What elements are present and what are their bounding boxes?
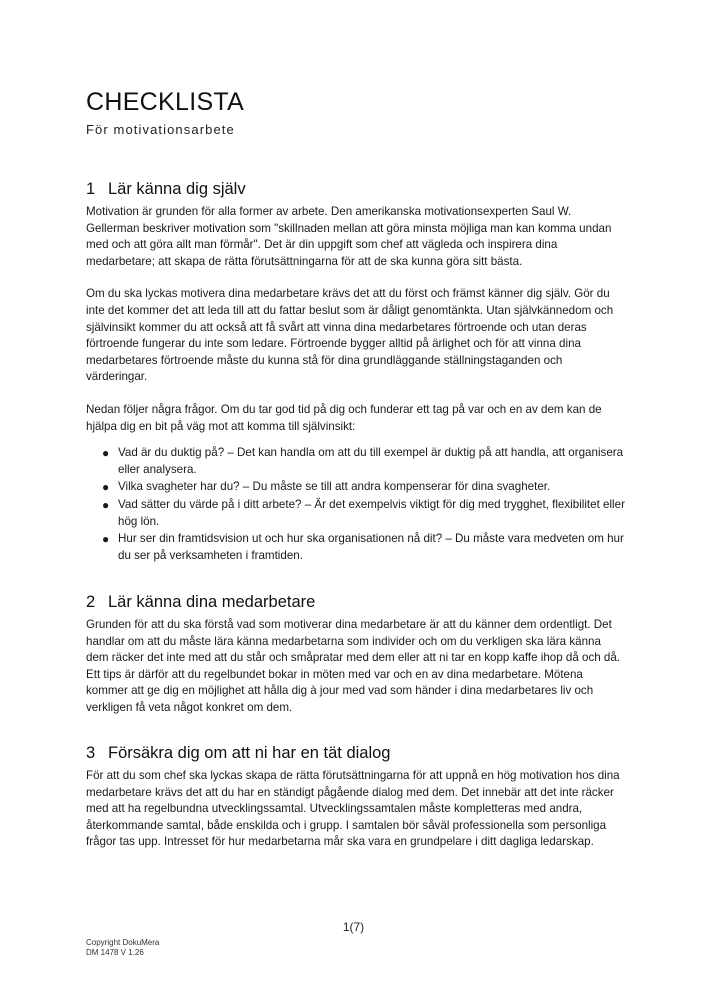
section-2 (86, 593, 626, 733)
list-item (102, 479, 626, 496)
list-item (102, 497, 626, 530)
section-number: 2 (86, 593, 96, 611)
section-number: 1 (86, 180, 96, 198)
bullet-icon: ● (102, 532, 110, 547)
section-title: Lär känna dig själv (108, 180, 246, 198)
list-item (102, 531, 626, 564)
page-title: CHECKLISTA (86, 88, 245, 116)
bullet-icon: ● (102, 446, 110, 461)
section-number: 3 (86, 744, 96, 762)
page-subtitle: För motivationsarbete (86, 122, 235, 137)
section-heading (86, 744, 626, 763)
section-3 (86, 744, 626, 867)
paragraph: Nedan följer några frågor. Om du tar god tid på dig och funderar ett tag på var och en av dem kan de hjälpa dig en bit på väg mot att komma till självinsikt: (86, 402, 602, 433)
bullet-list (86, 445, 626, 564)
bullet-icon: ● (102, 497, 110, 512)
section-title: Försäkra dig om att ni har en tät dialog (108, 744, 391, 762)
paragraph: Om du ska lyckas motivera dina medarbetare krävs det att du först och främst känner dig själv. Gör du inte det kommer det att leda till att du fattar beslut som är dåligt genomtänkta. Utan självkännedom och självinsikt kommer du att också att få svårt att vinna dina medarbetares förtroende och utan deras förtroende fungerar du inte som ledare. Förtroende bygger alltid på ärlighet och för att vinna dina medarbetares förtroende måste du kunna stå för dina grundläggande ställningstaganden och värderingar. (86, 287, 614, 384)
section-1 (86, 180, 626, 565)
bullet-icon: ● (102, 480, 110, 495)
list-item-text: Vad sätter du värde på i ditt arbete? – Är det exempelvis viktigt för dig med trygghet, flexibilitet eller hög lön. (118, 497, 625, 528)
section-title: Lär känna dina medarbetare (108, 593, 316, 611)
document-id: DM 1478 V 1.26 (86, 948, 144, 957)
paragraph: Motivation är grunden för alla former av arbete. Den amerikanska motivationsexperten Saul W. Gellerman beskriver motivation som "skillnaden mellan att göra minsta möjliga man kan komma undan med och att göra allt man förmår". Det är din uppgift som chef att vägleda och inspirera dina medarbetare; att skapa de rätta förutsättningarna för att de ska kunna göra sitt bästa. (86, 205, 612, 268)
footer (86, 938, 159, 958)
list-item (102, 445, 626, 478)
list-item-text: Vilka svagheter har du? – Du måste se till att andra kompenserar för dina svagheter. (118, 480, 551, 494)
copyright-text: Copyright DokuMera (86, 938, 160, 947)
page-number: 1(7) (342, 920, 365, 934)
list-item-text: Vad är du duktig på? – Det kan handla om att du till exempel är duktig på att handla, att organisera eller analysera. (118, 446, 624, 476)
paragraph: Grunden för att du ska förstå vad som motiverar dina medarbetare är att du känner dem ordentligt. Det handlar om att du måste lära känna medarbetarna som individer och om du verkligen ska lära känna dem räcker det inte med att du står och småpratar med dem eller att ni tar en kopp kaffe ihop då och då. Ett tips är därför att du regelbundet bokar in möten med var och en av dina medarbetare. Mötena kommer att ge dig en möjlighet att hålla dig à jour med vad som händer i dina medarbetares liv och verkligen få veta något konkret om dem. (86, 618, 621, 714)
list-item-text: Hur ser din framtidsvision ut och hur ska organisationen nå dit? – Du måste vara medveten om hur du ser på verksamheten i framtiden. (118, 532, 624, 562)
section-heading (86, 593, 626, 612)
paragraph: För att du som chef ska lyckas skapa de rätta förutsättningarna för att uppnå en hög motivation hos dina medarbetare krävs det att du har en ständigt pågående dialog med dem. Det innebär att det inte räcker med att ha regelbundna utvecklingssamtal. Utvecklingssamtalen måste kompletteras med andra, återkommande samtal, både enskilda och i grupp. I samtalen bör såväl professionella som personliga frågor tas upp. Intresset för hur medarbetarna mår ska vara en grundpelare i ditt dagliga ledarskap. (86, 769, 620, 849)
section-heading (86, 180, 626, 199)
